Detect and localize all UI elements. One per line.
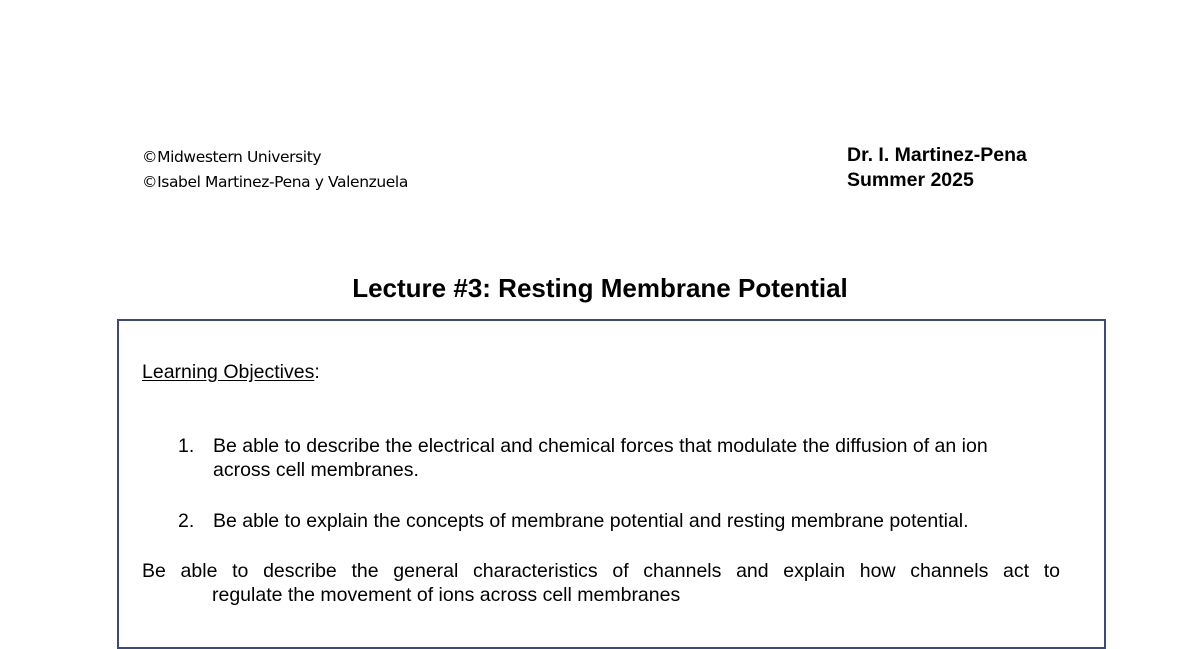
objective-line: regulate the movement of ions across cell membranes [212,584,681,606]
objective-line: Be able to describe the general characteristics of channels and explain how channels act to [142,560,1060,582]
objectives-heading [142,359,320,385]
objective-number: 2. [178,510,195,532]
objective-item-3 [142,559,1060,607]
objective-number: 1. [178,435,195,457]
objectives-heading-label: Learning Objectives [142,361,315,383]
term: Summer 2025 [847,169,974,191]
objective-text [213,434,988,482]
objective-line: Be able to explain the concepts of membrane potential and resting membrane potential. [213,510,969,532]
objective-line: across cell membranes. [213,459,419,481]
copyright-university: ©Midwestern University [142,148,322,166]
copyright-author: ©Isabel Martinez-Pena y Valenzuela [142,173,408,191]
instructor-name: Dr. I. Martinez-Pena [847,144,1027,166]
objective-text [213,509,969,533]
instructor-block [847,143,1027,193]
copyright-block [142,145,408,195]
objectives-heading-colon: : [314,361,320,383]
objective-line: Be able to describe the electrical and chemical forces that modulate the diffusion of an ion [213,435,988,457]
lecture-title: Lecture #3: Resting Membrane Potential [352,273,848,303]
